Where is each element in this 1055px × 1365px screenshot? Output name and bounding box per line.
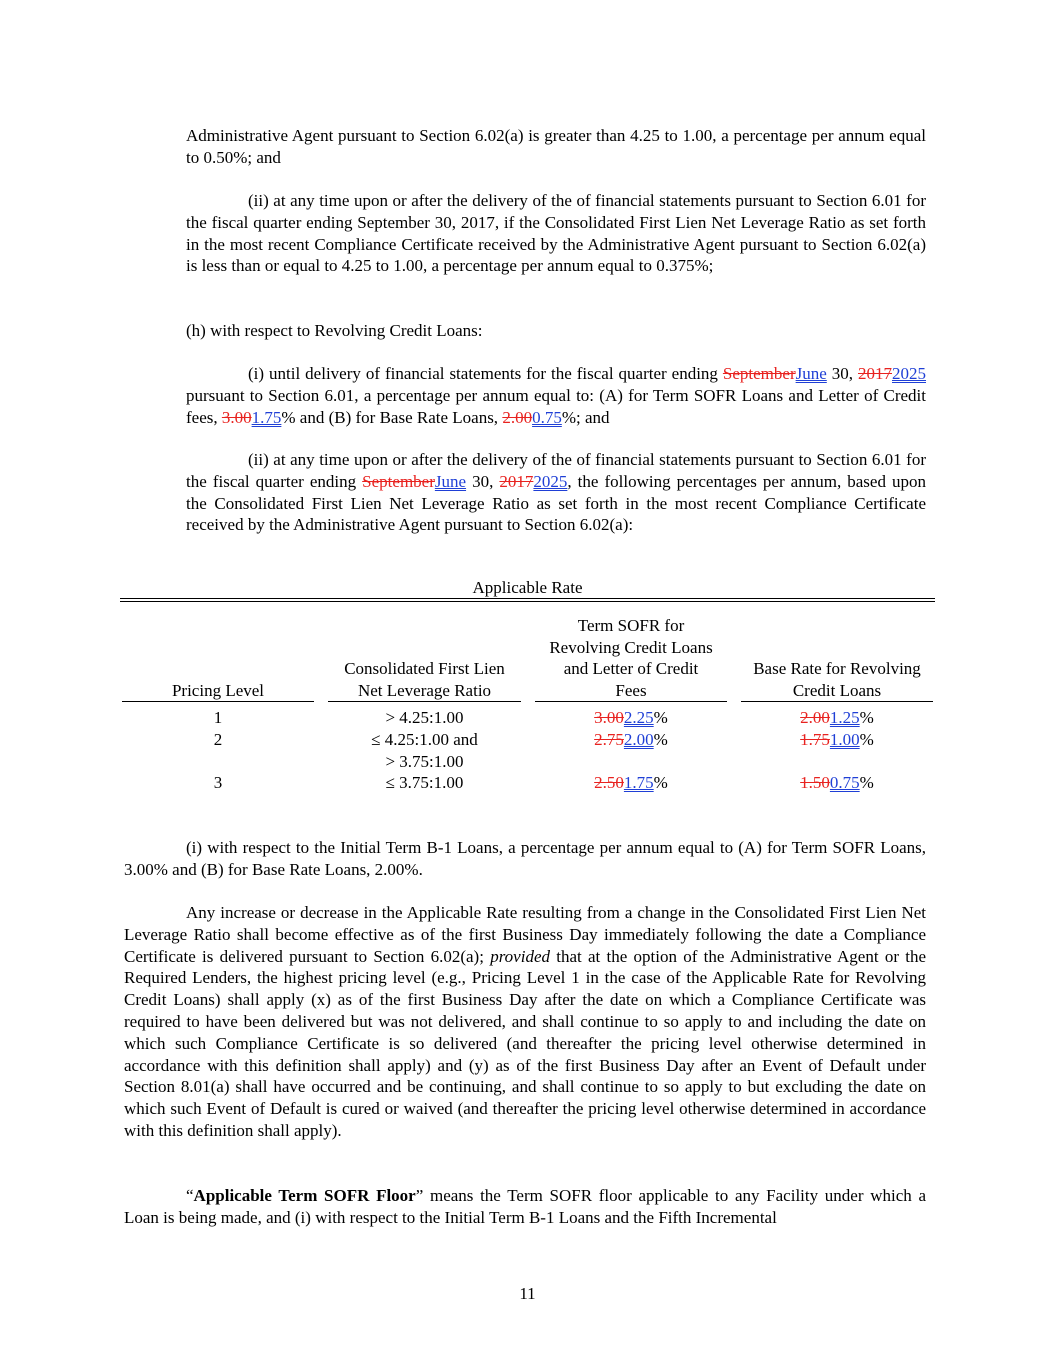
cell-base: 1.500.75% [800, 773, 874, 792]
paragraph-h-heading: (h) with respect to Revolving Credit Loans: [186, 321, 483, 340]
deleted-text: 2017 [499, 471, 534, 491]
cell-sofr: 3.002.25% [594, 708, 668, 727]
inserted-text: June [434, 471, 467, 491]
inserted-text: 2025 [892, 364, 926, 383]
paragraph-g-ii: (ii) at any time upon or after the delivery of the of financial statements pursuant to Section 6.01 for the fiscal quarter ending September 30, 2017, if the Consolidated First Lien Net Leverage Ratio as set forth in the most recent Compliance Certificate received by the Administrative Agent pursuant to Section 6.02(a) is less than or equal to 4.25 to 1.00, a percentage per annum equal to 0.375%; [186, 191, 926, 276]
deleted-text: September [722, 364, 796, 383]
deleted-text: September [362, 471, 435, 491]
paragraph-term-sofr-floor-definition: “Applicable Term SOFR Floor” means the Term SOFR floor applicable to any Facility under which a Loan is being made, and (i) with respect to the Initial Term B-1 Loans and the Fifth Incremental [124, 1186, 926, 1227]
cell-ratio: ≤ 3.75:1.00 [385, 773, 464, 792]
header-term-sofr: Term SOFR for Revolving Credit Loans and Letter of Credit Fees [549, 615, 713, 701]
deleted-text: 2017 [858, 364, 892, 383]
cell-base: 1.751.00% [800, 730, 874, 749]
paragraph-g-i-continued: Administrative Agent pursuant to Section 6.02(a) is greater than 4.25 to 1.00, a percentage per annum equal to 0.50%; and [186, 126, 926, 167]
defined-term: Applicable Term SOFR Floor [193, 1186, 416, 1205]
cell-level: 1 [213, 708, 223, 727]
header-underline [741, 701, 933, 702]
inserted-text: 0.75 [532, 407, 562, 427]
cell-level: 2 [213, 730, 223, 749]
cell-level: 3 [213, 773, 223, 792]
header-pricing-level: Pricing Level [171, 681, 265, 701]
deleted-text: 3.00 [221, 407, 252, 427]
paragraph-h-ii: (ii) at any time upon or after the delivery of the of financial statements pursuant to Section 6.01 for the fiscal quarter ending SeptemberJune 30, 20172025, the following percentages per annum, based upon the Consolidated First Lien Net Leverage Ratio as set forth in the most recent Compliance Certificate received by the Administrative Agent pursuant to Section 6.02(a): [186, 450, 926, 535]
cell-sofr: 2.501.75% [594, 773, 668, 792]
header-base-rate: Base Rate for Revolving Credit Loans [753, 659, 921, 701]
header-underline [328, 701, 521, 702]
cell-ratio: ≤ 4.25:1.00 and > 3.75:1.00 [371, 730, 478, 771]
table-top-rule [120, 598, 935, 602]
cell-base: 2.001.25% [800, 708, 874, 727]
paragraph-rate-adjustment: Any increase or decrease in the Applicable Rate resulting from a change in the Consolidated First Lien Net Leverage Ratio shall become effective as of the first Business Day immediately following the date a Compliance Certificate is delivered pursuant to Section 6.02(a); provided that at the option of the Administrative Agent or the Required Lenders, the highest pricing level (e.g., Pricing Level 1 in the case of the Applicable Rate for Revolving Credit Loans) shall apply (x) as of the first Business Day after the date on which a Compliance Certificate was required to have been delivered but was not delivered, and shall continue to so apply to and including the date on which such Compliance Certificate is so delivered (and thereafter the pricing level otherwise determined in accordance with this definition shall apply) and (y) as of the first Business Day after an Event of Default under Section 8.01(a) shall have occurred and be continuing, and shall continue to so apply to but excluding the date on which such Event of Default is cured or waived (and thereafter the pricing level otherwise determined in accordance with this definition shall apply). [124, 903, 926, 1140]
deleted-text: 2.00 [502, 407, 533, 427]
page-number: 11 [519, 1284, 536, 1303]
inserted-text: 1.75 [251, 407, 282, 427]
paragraph-h-i: (i) until delivery of financial statements for the fiscal quarter ending SeptemberJune 30, 20172025 pursuant to Section 6.01, a percentage per annum equal to: (A) for Term SOFR Loans and Letter of Credit fees, 3.001.75% and (B) for Base Rate Loans, 2.000.75%; and [186, 364, 926, 427]
inserted-text: June [795, 364, 827, 383]
table-title: Applicable Rate [472, 578, 583, 597]
cell-ratio: > 4.25:1.00 [385, 708, 464, 727]
cell-sofr: 2.752.00% [594, 730, 668, 749]
header-net-leverage-ratio: Consolidated First Lien Net Leverage Ratio [344, 659, 505, 701]
paragraph-i-term-b1: (i) with respect to the Initial Term B-1 Loans, a percentage per annum equal to (A) for Term SOFR Loans, 3.00% and (B) for Base Rate Loans, 2.00%. [124, 838, 926, 879]
header-underline [535, 701, 727, 702]
inserted-text: 2025 [533, 471, 568, 491]
header-underline [122, 701, 314, 702]
